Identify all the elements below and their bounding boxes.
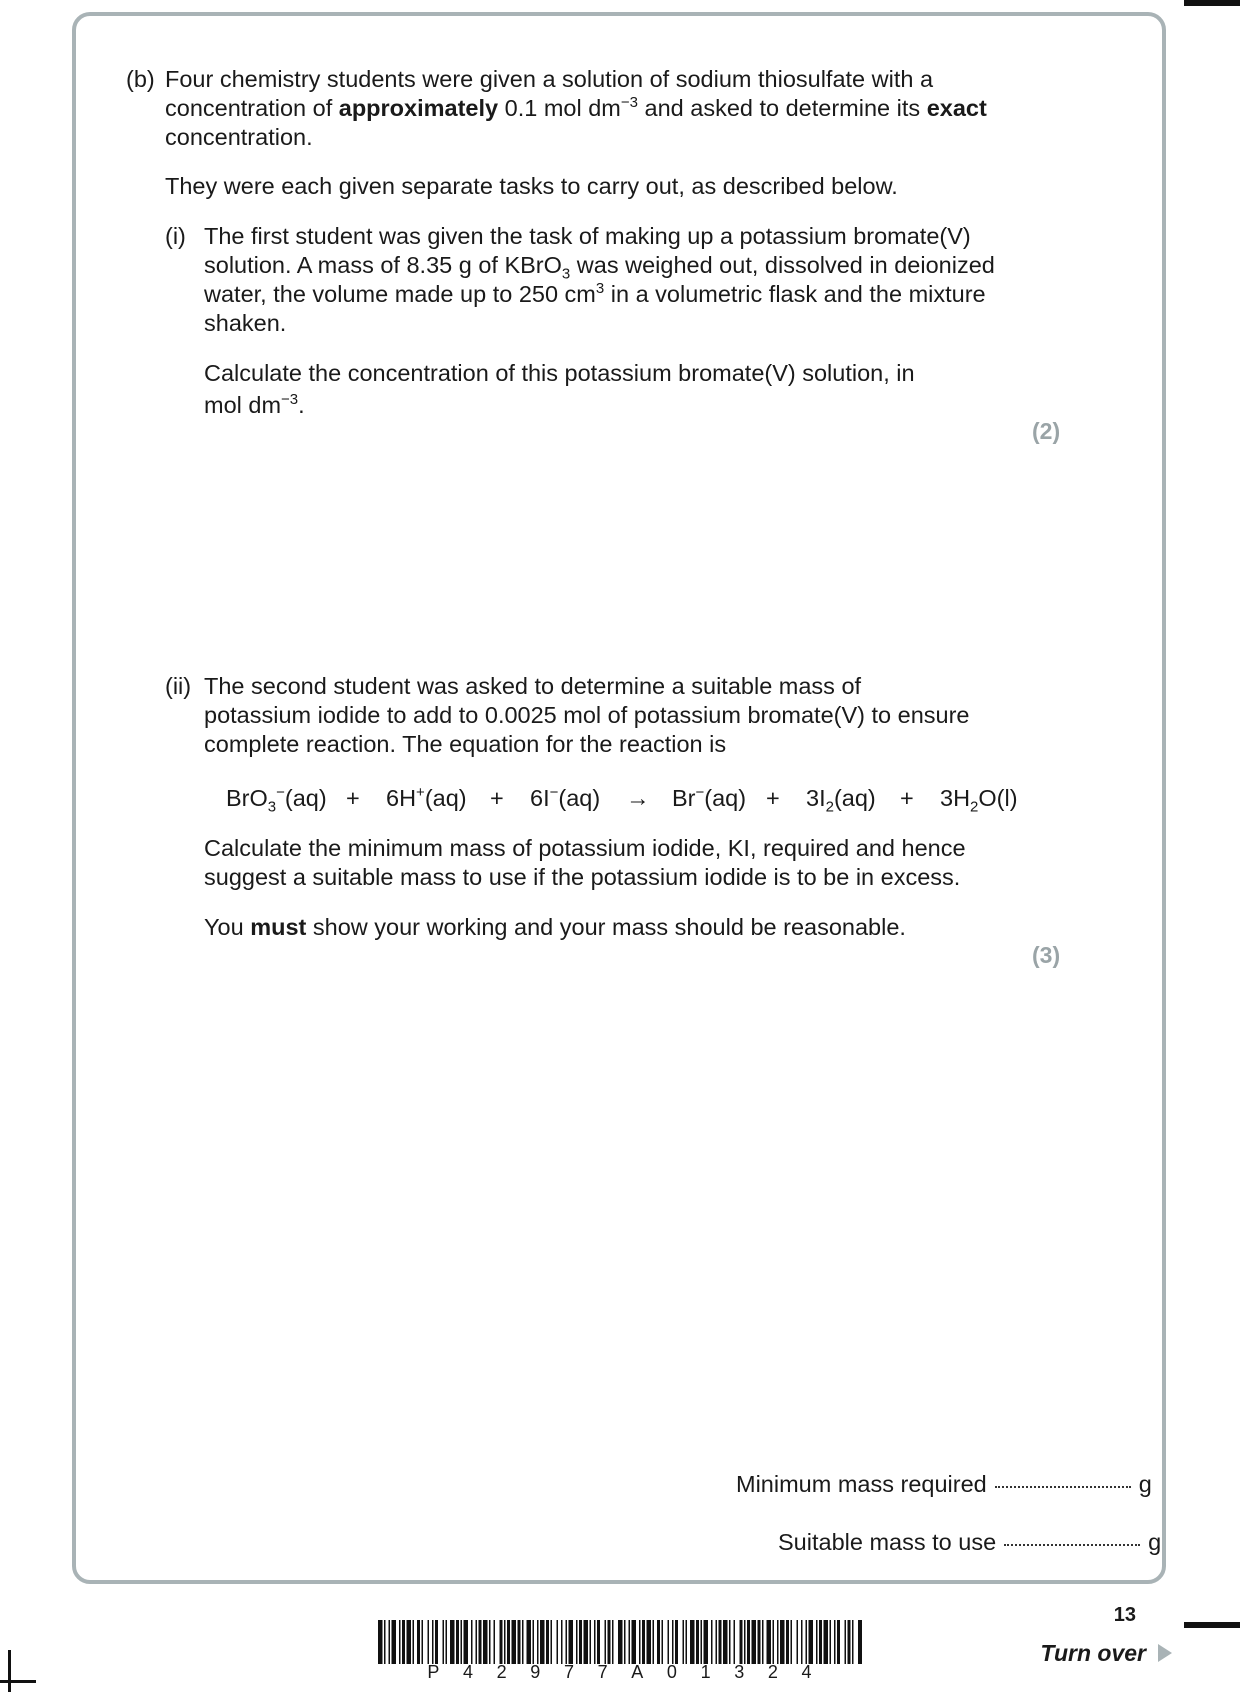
tasks-intro: They were each given separate tasks to carry out, as described below.	[165, 173, 898, 199]
crop-mark-bottom-right	[1184, 1622, 1240, 1628]
barcode-digit: 1	[700, 1662, 712, 1682]
exact-bold: exact	[926, 95, 987, 121]
barcode-digit: 7	[563, 1662, 575, 1682]
equation-plus: +	[900, 785, 914, 811]
equation-arrow: →	[626, 785, 650, 811]
barcode-digit: 4	[801, 1662, 813, 1682]
crop-mark-bottom-left	[0, 1680, 36, 1683]
part-i-calc-line1: Calculate the concentration of this potassium bromate(V) solution, in	[204, 360, 915, 386]
part-i-line1: The first student was given the task of making up a potassium bromate(V)	[204, 223, 971, 249]
minimum-mass-answer[interactable]	[736, 1470, 1152, 1499]
equation-bromate: BrO$_3$−(aq)	[226, 784, 327, 816]
part-i-marks: (2)	[1032, 418, 1061, 444]
barcode-digit: 2	[767, 1662, 779, 1682]
suitable-mass-label: Suitable mass to use	[778, 1529, 997, 1555]
question-b-line1: Four chemistry students were given a solution of sodium thiosulfate with a	[165, 66, 934, 92]
equation-iodine: $3I_2(aq)$	[806, 785, 876, 816]
minimum-mass-dotted-line[interactable]	[995, 1486, 1131, 1488]
suitable-mass-unit: g	[1148, 1529, 1162, 1555]
minimum-mass-unit: g	[1138, 1471, 1152, 1497]
barcode-digit: 2	[496, 1662, 508, 1682]
part-i-line2: solution. A mass of 8.35 g of KBrO$_3$ was weighed out, dissolved in deionized	[204, 252, 995, 283]
approximately-bold: approximately	[338, 95, 499, 121]
equation-hydrogen: 6H+(aq)	[386, 784, 467, 811]
part-ii-label: (ii)	[165, 673, 192, 699]
equation-plus: +	[490, 785, 504, 811]
part-ii-calc-line2: suggest a suitable mass to use if the potassium iodide is to be in excess.	[204, 864, 961, 890]
equation-bromide: Br−(aq)	[672, 784, 747, 811]
part-i-line3: water, the volume made up to 250 $cm^3$ in a volumetric flask and the mixture	[204, 280, 986, 307]
barcode-digit: 0	[666, 1662, 678, 1682]
part-i-line4: shaken.	[204, 310, 287, 336]
barcode	[378, 1620, 862, 1664]
barcode-digit: A	[631, 1662, 645, 1682]
question-b-line2: concentration of approximately 0.1 mol $dm^{-3}$ and asked to determine its exact	[165, 94, 987, 121]
barcode-digit: P	[427, 1662, 441, 1682]
part-ii-line3: complete reaction. The equation for the reaction is	[204, 731, 727, 757]
part-ii-must-line: You must show your working and your mass should be reasonable.	[204, 914, 906, 940]
barcode-digit: 4	[462, 1662, 474, 1682]
crop-mark-bottom-left-vertical	[8, 1650, 11, 1692]
turn-over-arrow-icon	[1158, 1644, 1172, 1662]
suitable-mass-answer[interactable]	[778, 1528, 1161, 1557]
part-ii-calc-line1: Calculate the minimum mass of potassium iodide, KI, required and hence	[204, 835, 966, 861]
equation-plus: +	[346, 785, 360, 811]
part-ii-line1: The second student was asked to determine a suitable mass of	[204, 673, 862, 699]
crop-mark-top-right	[1184, 0, 1240, 6]
minimum-mass-label: Minimum mass required	[736, 1471, 987, 1497]
equation-plus: +	[766, 785, 780, 811]
turn-over: Turn over	[1040, 1640, 1172, 1667]
suitable-mass-dotted-line[interactable]	[1004, 1544, 1140, 1546]
part-i-calc-line2: mol $dm^{-3}$.	[204, 391, 305, 418]
question-b-label: (b)	[126, 66, 155, 92]
page-number: 13	[1113, 1604, 1136, 1626]
barcode-digit: 9	[530, 1662, 542, 1682]
part-ii-line2: potassium iodide to add to 0.0025 mol of potassium bromate(V) to ensure	[204, 702, 970, 728]
barcode-digits	[378, 1662, 862, 1683]
must-bold: must	[250, 914, 307, 940]
part-ii-marks: (3)	[1032, 942, 1061, 968]
question-b-line3: concentration.	[165, 124, 313, 150]
equation-water: $3H_2O(l)$	[940, 785, 1018, 816]
barcode-digit: 7	[597, 1662, 609, 1682]
part-i-label: (i)	[165, 223, 186, 249]
barcode-digit: 3	[734, 1662, 746, 1682]
equation-iodide: 6I−(aq)	[530, 784, 601, 811]
